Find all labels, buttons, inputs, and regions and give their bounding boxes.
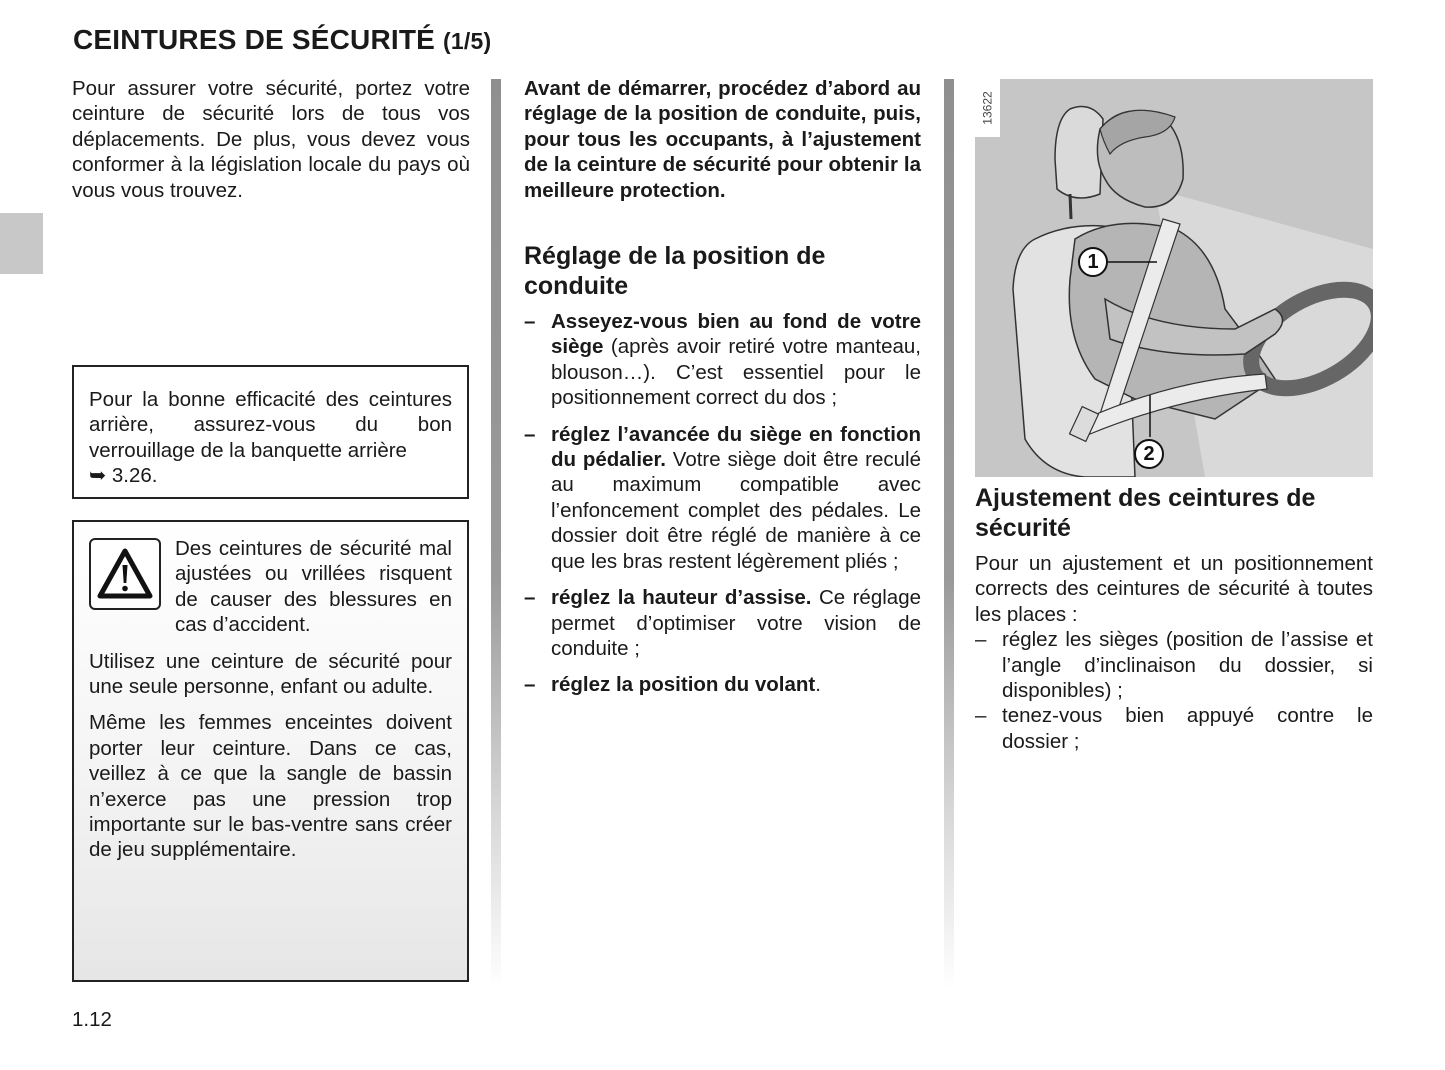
column-middle	[524, 76, 921, 698]
warning-triangle-icon	[89, 538, 161, 610]
reference-arrow-icon: ➥	[89, 464, 107, 488]
column-left	[72, 76, 470, 203]
intro-bold-paragraph: Avant de démarrer, procédez d’abord au réglage de la position de conduite, puis, pour tous les occupants, à l’ajustement de la ceinture de sécurité pour obtenir la meilleure protection.	[524, 77, 921, 202]
warning-paragraph: Des ceintures de sécurité mal ajustées ou vrillées risquent de causer des blessures en cas d’accident.	[175, 537, 452, 637]
adjustment-list	[524, 309, 921, 698]
page-count: (1/5)	[443, 28, 492, 54]
warning-paragraph: Même les femmes enceintes doivent porter leur ceinture. Dans ce cas, veillez à ce que la sangle de bassin n’exerce pas une pression trop importante sur le bas-ventre sans créer de jeu supplémentaire.	[89, 711, 452, 862]
page-number: 1.12	[72, 1008, 112, 1031]
callout-1: 1	[1078, 247, 1108, 277]
section-heading: Réglage de la position de conduite	[524, 242, 826, 301]
list-item: – réglez la position du volant.	[524, 672, 921, 697]
section-heading: Ajustement des ceintures de sécurité	[975, 484, 1316, 542]
seatbelt-illustration	[975, 79, 1373, 477]
callout-2: 2	[1134, 439, 1164, 469]
column-divider	[944, 79, 954, 989]
list-item: – réglez la hauteur d’assise. Ce réglage permet d’optimiser votre vision de conduite ;	[524, 585, 921, 661]
warning-box	[72, 520, 469, 982]
belt-adjustment-list	[975, 627, 1373, 754]
list-item: – réglez l’avancée du siège en fonction du pédalier. Votre siège doit être reculé au maximum compatible avec l’enfoncement complet des pédales. Le dossier doit être réglé de manière à ce que les bras restent légèrement pliés ;	[524, 422, 921, 574]
intro-paragraph: Pour assurer votre sécurité, portez votre ceinture de sécurité lors de tous vos déplacements. De plus, vous devez vous conformer à la législation locale du pays où vous vous trouvez.	[72, 77, 470, 202]
figure-id: 13622	[975, 79, 1000, 137]
intro-paragraph: Pour un ajustement et un positionnement corrects des ceintures de sécurité à toutes les places :	[975, 552, 1373, 626]
page-title	[73, 24, 491, 56]
column-right	[975, 79, 1373, 754]
note-box	[72, 365, 469, 499]
page-title-text: CEINTURES DE SÉCURITÉ	[73, 24, 436, 55]
page-reference-link[interactable]: 3.26.	[111, 464, 158, 488]
column-divider	[491, 79, 501, 989]
list-item: – Asseyez-vous bien au fond de votre siège (après avoir retiré votre manteau, blouson…). C’est essentiel pour le positionnement correct du dos ;	[524, 309, 921, 411]
list-item: – réglez les sièges (position de l’assise et l’angle d’inclinaison du dossier, si disponibles) ;	[975, 627, 1373, 703]
note-text: Pour la bonne efficacité des ceintures arrière, assurez-vous du bon verrouillage de la banquette arrière	[89, 388, 452, 462]
section-tab	[0, 213, 43, 274]
list-item: – tenez-vous bien appuyé contre le dossier ;	[975, 703, 1373, 754]
warning-paragraph: Utilisez une ceinture de sécurité pour une seule personne, enfant ou adulte.	[89, 649, 452, 699]
